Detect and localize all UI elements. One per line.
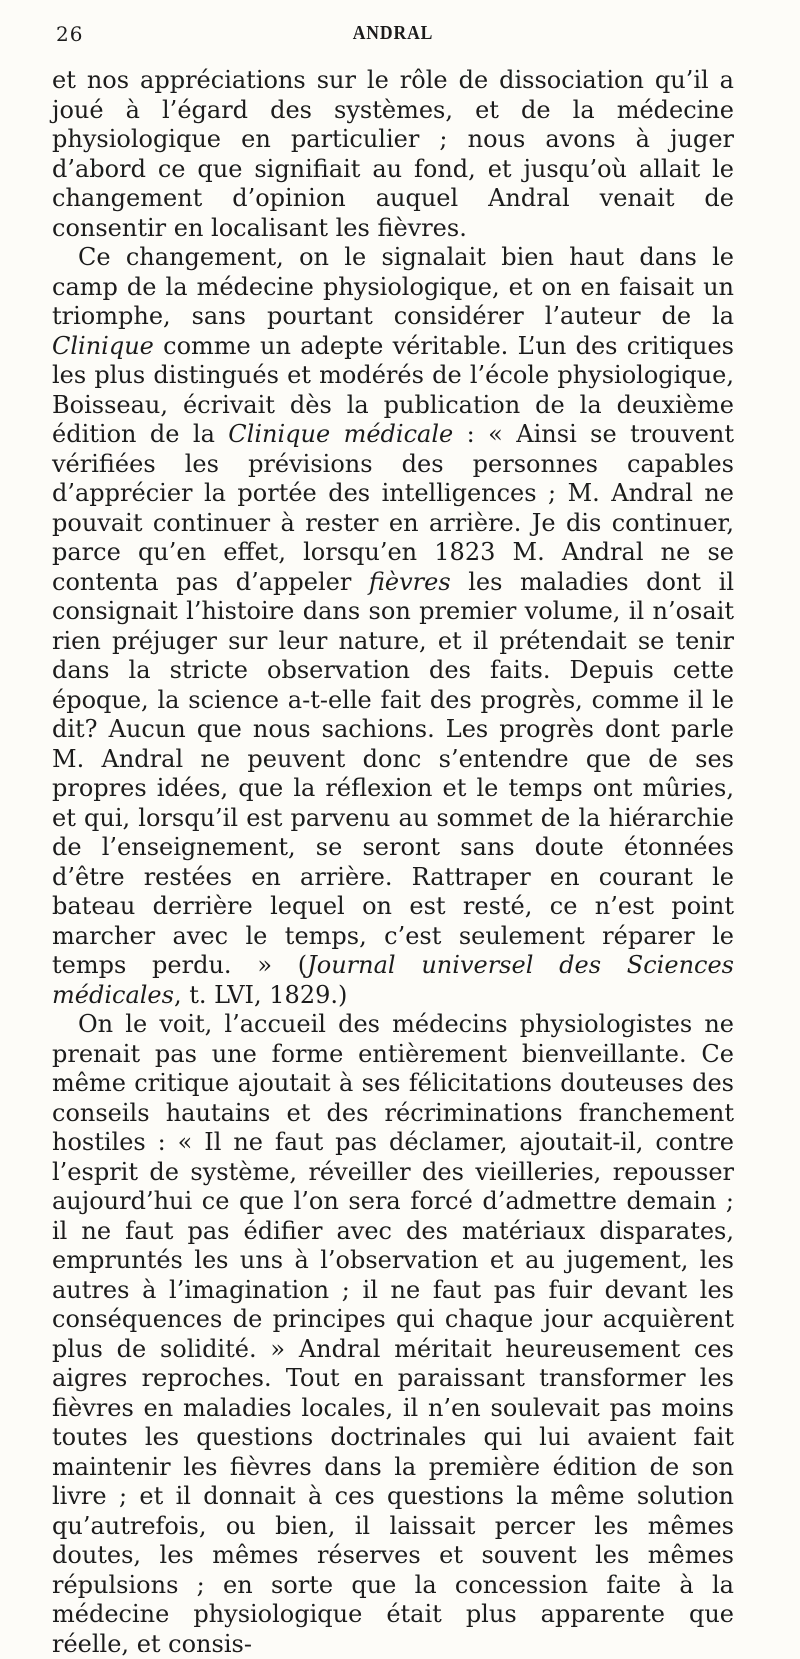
- italic-text: Clinique médicale: [228, 420, 454, 448]
- text-segment: Ce changement, on le signalait bien haut dans le camp de la médecine physiologique, et on en faisait un triomphe, sans pourtant considérer l’auteur de la: [52, 243, 734, 330]
- running-title: ANDRAL: [352, 22, 434, 44]
- text-segment: , t. LVI, 1829.): [173, 980, 348, 1009]
- paragraph: [52, 243, 734, 1010]
- text-segment: On le voit, l’accueil des médecins physiologistes ne prenait pas une forme entièrement bienveillante. Ce même critique ajoutait à ses félicitations douteuses des conseils hautains et des récriminations franchement hostiles : « Il ne faut pas déclamer, ajoutait-il, contre l’esprit de système, réveiller des vieilleries, repousser aujourd’hui ce que l’on sera forcé d’admettre demain ; il ne faut pas édifier avec des matériaux disparates, empruntés les uns à l’observation et au jugement, les autres à l’imagination ; il ne faut pas fuir devant les conséquences de principes qui chaque jour acquièrent plus de solidité. » Andral méritait heureusement ces aigres reproches. Tout en paraissant transformer les fièvres en maladies locales, il n’en soulevait pas moins toutes les questions doctrinales qui lui avaient fait maintenir les fièvres dans la première édition de son livre ; et il donnait à ces questions la même solution qu’autrefois, ou bien, il laissait percer les mêmes doutes, les mêmes réserves et souvent les mêmes répulsions ; en sorte que la concession faite à la médecine physiologique était plus apparente que réelle, et consis-: [52, 1010, 734, 1658]
- text-segment: : « Ainsi se trouvent vérifiées les prévisions des personnes capables d’apprécier la portée des intelligences ; M. Andral ne pouvait continuer à rester en arrière. Je dis continuer, parce qu’en effet, lorsqu’en 1823 M. Andral ne se contenta pas d’appeler: [52, 420, 734, 596]
- italic-text: Journal universel des Sciences médicales: [52, 951, 734, 1009]
- running-head: [52, 22, 734, 66]
- body-text: [52, 66, 734, 1659]
- text-segment: comme un adepte véritable. L’un des critiques les plus distingués et modérés de l’école physiologique, Boisseau, écrivait dès la publication de la deuxième édition de la: [52, 331, 734, 448]
- text-segment: les maladies dont il consignait l’histoire dans son premier volume, il n’osait rien préjuger sur leur nature, et il prétendait se tenir dans la stricte observation des faits. Depuis cette époque, la science a-t-elle fait des progrès, comme il le dit? Aucun que nous sachions. Les progrès dont parle M. Andral ne peuvent donc s’entendre que de ses propres idées, que la réflexion et le temps ont mûries, et qui, lorsqu’il est parvenu au sommet de la hiérarchie de l’enseignement, se seront sans doute étonnées d’être restées en arrière. Rattraper en courant le bateau derrière lequel on est resté, ce n’est point marcher avec le temps, c’est seulement réparer le temps perdu. » (: [52, 567, 735, 979]
- page-number: 26: [56, 22, 84, 46]
- italic-text: fièvres: [368, 567, 451, 596]
- italic-text: Clinique: [52, 331, 154, 360]
- paragraph: [52, 1010, 734, 1659]
- paragraph: [52, 66, 734, 243]
- text-segment: et nos appréciations sur le rôle de dissociation qu’il a joué à l’égard des systèmes, et de la médecine physiologique en particulier ; nous avons à juger d’abord ce que signifiait au fond, et jusqu’où allait le changement d’opinion auquel Andral venait de consentir en localisant les fièvres.: [52, 66, 734, 242]
